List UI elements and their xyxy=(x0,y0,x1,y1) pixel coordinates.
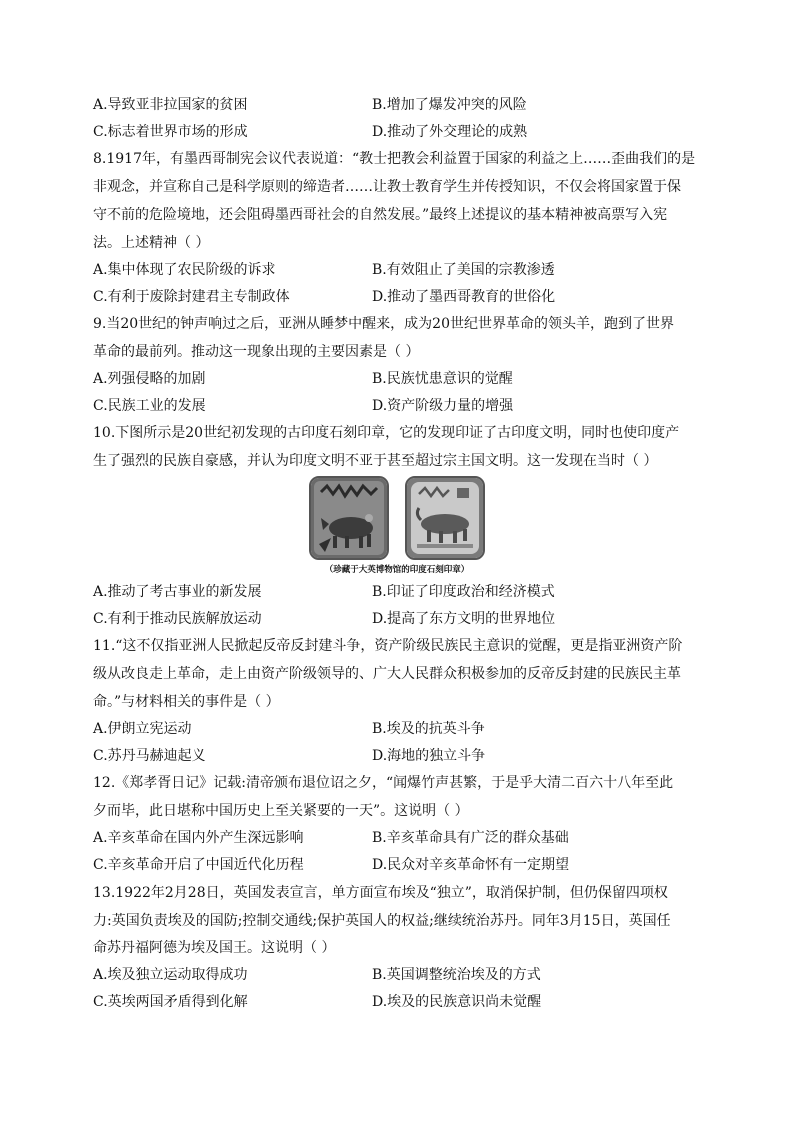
q8-stem-line: 非观念，并宣称自己是科学原则的缔造者……让教士教育学生并传授知识，不仅会将国家置于保 xyxy=(93,179,681,195)
q11-stem-line: 级从改良走上革命，走上由资产阶级领导的、广大人民群众积极参加的反帝反封建的民族民主革 xyxy=(93,666,681,682)
q11-option-d[interactable]: D.海地的独立斗争 xyxy=(372,748,486,764)
q8-stem-line: 8.1917年，有墨西哥制宪会议代表说道：“教士把教会利益置于国家的利益之上……歪曲我们的是 xyxy=(93,151,696,167)
q8-option-d[interactable]: D.推动了墨西哥教育的世俗化 xyxy=(372,289,556,305)
q8-stem-line: 守不前的危险境地，还会阻碍墨西哥社会的自然发展。”最终上述提议的基本精神被高票写入宪 xyxy=(93,207,668,223)
q12-option-c[interactable]: C.辛亥革命开启了中国近代化历程 xyxy=(93,857,304,873)
q13-stem-line: 命苏丹福阿德为埃及国王。这说明（ ） xyxy=(93,940,336,956)
q10-option-b[interactable]: B.印证了印度政治和经济模式 xyxy=(372,584,555,600)
q10-stem-line: 10.下图所示是20世纪初发现的古印度石刻印章，它的发现印证了古印度文明，同时也使印度产 xyxy=(93,425,680,441)
seal-image-right xyxy=(405,476,485,560)
q11-stem-line: 命。”与材料相关的事件是（ ） xyxy=(93,694,280,710)
q13-stem-line: 13.1922年2月28日，英国发表宣言，单方面宣布埃及“独立”，取消保护制，但仍保留四项权 xyxy=(93,885,668,901)
q9-option-d[interactable]: D.资产阶级力量的增强 xyxy=(372,398,514,414)
q12-option-a[interactable]: A.辛亥革命在国内外产生深远影响 xyxy=(93,830,304,846)
q8-stem-line: 法。上述精神（ ） xyxy=(93,235,210,251)
q9-stem-line: 革命的最前列。推动这一现象出现的主要因素是（ ） xyxy=(93,344,420,360)
q10-option-a[interactable]: A.推动了考古事业的新发展 xyxy=(93,584,262,600)
q10-option-d[interactable]: D.提高了东方文明的世界地位 xyxy=(372,611,556,627)
q13-option-b[interactable]: B.英国调整统治埃及的方式 xyxy=(372,967,541,983)
q11-option-c[interactable]: C.苏丹马赫迪起义 xyxy=(93,748,206,764)
seal-illustration-left xyxy=(311,478,387,558)
q12-stem-line: 夕而毕，此日堪称中国历史上至关紧要的一天”。这说明（ ） xyxy=(93,803,469,819)
q9-stem-line: 9.当20世纪的钟声响过之后，亚洲从睡梦中醒来，成为20世纪世界革命的领头羊，跑到了世界 xyxy=(93,316,674,332)
q9-option-a[interactable]: A.列强侵略的加剧 xyxy=(93,371,206,387)
q11-option-b[interactable]: B.埃及的抗英斗争 xyxy=(372,721,485,737)
q13-stem-line: 力:英国负责埃及的国防;控制交通线;保护英国人的权益;继续统治苏丹。同年3月15日，英国任 xyxy=(93,913,671,929)
q7-option-c[interactable]: C.标志着世界市场的形成 xyxy=(93,124,248,140)
q8-option-c[interactable]: C.有利于废除封建君主专制政体 xyxy=(93,289,290,305)
q13-option-d[interactable]: D.埃及的民族意识尚未觉醒 xyxy=(372,994,542,1010)
seal-illustration-right xyxy=(407,478,483,558)
q13-option-a[interactable]: A.埃及独立运动取得成功 xyxy=(93,967,248,983)
q11-option-a[interactable]: A.伊朗立宪运动 xyxy=(93,721,192,737)
seal-image-left xyxy=(309,476,389,560)
q8-option-a[interactable]: A.集中体现了农民阶级的诉求 xyxy=(93,262,276,278)
q12-stem-line: 12.《郑孝胥日记》记载:清帝颁布退位诏之夕，“闻爆竹声甚繁，于是乎大清二百六十八年至此 xyxy=(93,775,674,791)
q9-option-b[interactable]: B.民族忧患意识的觉醒 xyxy=(372,371,513,387)
figure-caption: （珍藏于大英博物馆的印度石刻印章） xyxy=(324,565,470,575)
q11-stem-line: 11.“这不仅指亚洲人民掀起反帝反封建斗争，资产阶级民族民主意识的觉醒，更是指亚洲资产阶 xyxy=(93,638,683,654)
q12-option-d[interactable]: D.民众对辛亥革命怀有一定期望 xyxy=(372,857,570,873)
q13-option-c[interactable]: C.英埃两国矛盾得到化解 xyxy=(93,994,248,1010)
q8-option-b[interactable]: B.有效阻止了美国的宗教渗透 xyxy=(372,262,555,278)
q7-option-b[interactable]: B.增加了爆发冲突的风险 xyxy=(372,97,527,113)
q7-option-a[interactable]: A.导致亚非拉国家的贫困 xyxy=(93,97,248,113)
q10-option-c[interactable]: C.有利于推动民族解放运动 xyxy=(93,611,262,627)
q9-option-c[interactable]: C.民族工业的发展 xyxy=(93,398,206,414)
q7-option-d[interactable]: D.推动了外交理论的成熟 xyxy=(372,124,528,140)
q10-stem-line: 生了强烈的民族自豪感，并认为印度文明不亚于甚至超过宗主国文明。这一发现在当时（ ） xyxy=(93,453,658,469)
q12-option-b[interactable]: B.辛亥革命具有广泛的群众基础 xyxy=(372,830,569,846)
